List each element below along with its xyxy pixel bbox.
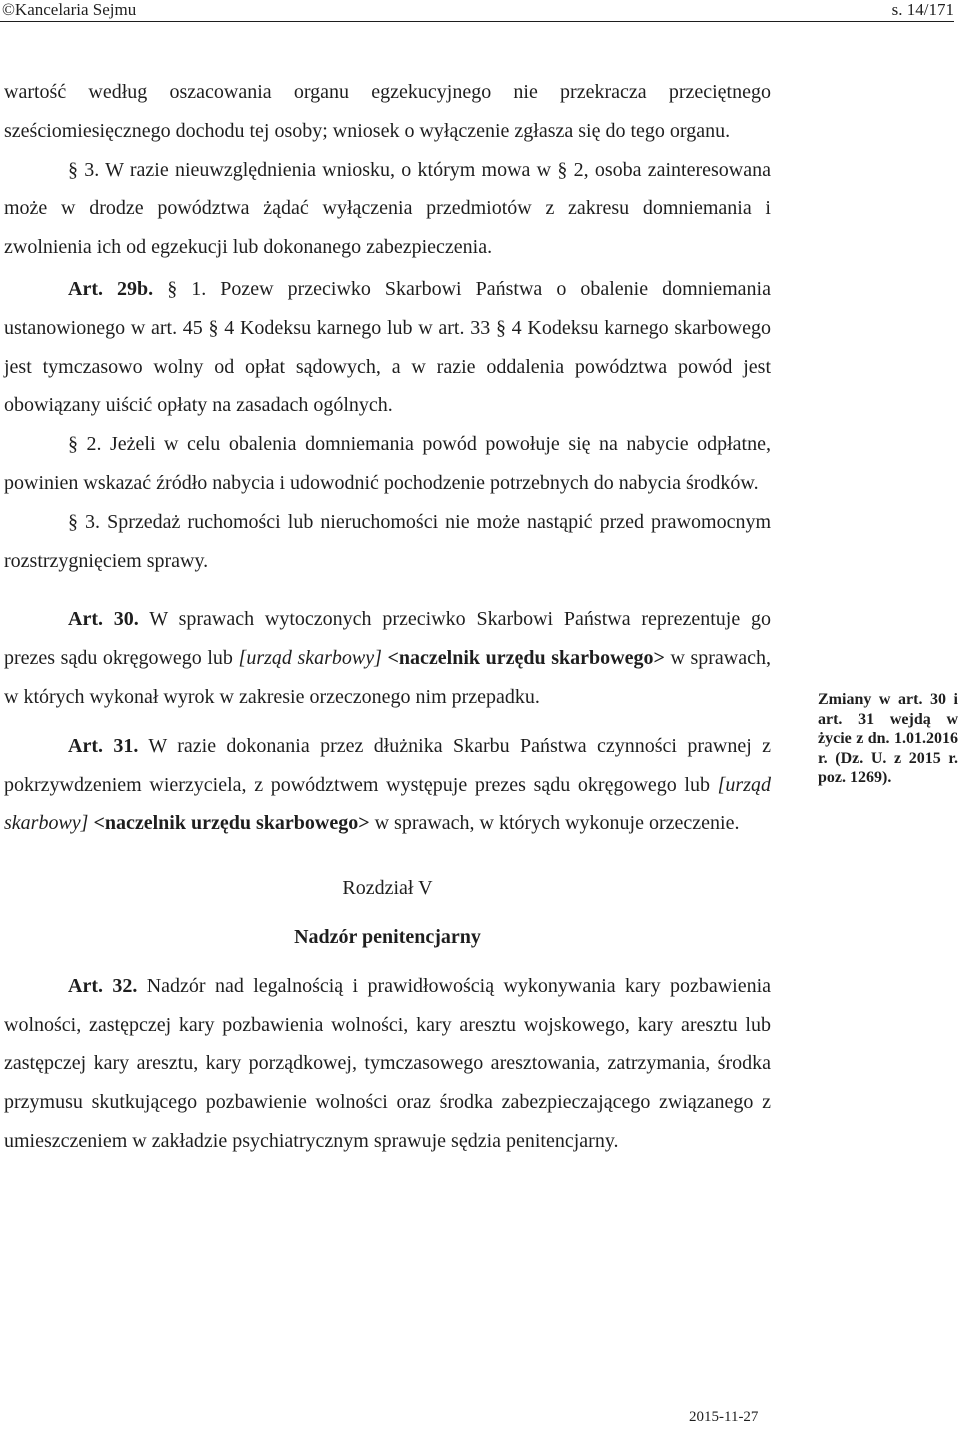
- article-29b-label: Art. 29b.: [68, 277, 154, 300]
- article-30-new-wording: <naczelnik urzędu skarbowego>: [387, 647, 665, 670]
- article-30-text-a: W sprawach wytoczonych przeciwko Skarbowi Państwa reprezentuje go prezes sądu okręgowego lub: [4, 608, 772, 670]
- article-31: [4, 727, 771, 843]
- article-31-old-wording: [urząd skarbowy]: [4, 773, 771, 835]
- article-32-label: Art. 32.: [68, 974, 138, 997]
- article-29b-section-1: [4, 270, 771, 425]
- article-32: [4, 967, 771, 1161]
- article-30-text-b: w sprawach, w których wykonał wyrok w zakresie orzeczonego nim przepadku.: [4, 647, 771, 708]
- header-page-number: s. 14/171: [891, 0, 954, 19]
- article-29b-section-3: § 3. Sprzedaż ruchomości lub nieruchomości nie może nastąpić przed prawomocnym rozstrzygnięciem sprawy.: [4, 510, 771, 572]
- document-body: [4, 73, 771, 1161]
- paragraph-continuation: wartość według oszacowania organu egzekucyjnego nie przekracza przeciętnego sześciomiesięcznego dochodu tej osoby; wniosek o wyłączenie zgłasza się do tego organu.: [4, 81, 771, 142]
- article-30-label: Art. 30.: [68, 608, 139, 631]
- article-31-new-wording: <naczelnik urzędu skarbowego>: [93, 812, 370, 835]
- paragraph-section-3: § 3. W razie nieuwzględnienia wniosku, o którym mowa w § 2, osoba zainteresowana może w drodze powództwa żądać wyłączenia przedmiotów z zakresu domniemania i zwolnienia ich od egzekucji lub dokonanego zabezpieczenia.: [4, 158, 771, 259]
- footer-date: 2015-11-27: [689, 1409, 759, 1425]
- header-divider: [0, 21, 954, 22]
- header-source: ©Kancelaria Sejmu: [2, 0, 137, 19]
- article-31-label: Art. 31.: [68, 734, 139, 757]
- article-31-text-b: w sprawach, w których wykonuje orzeczenie.: [374, 812, 740, 835]
- margin-note-amendment: Zmiany w art. 30 i art. 31 wejdą w życie z dn. 1.01.2016 r. (Dz. U. z 2015 r. poz. 1269).: [818, 691, 958, 787]
- article-29b-section-1-text: § 1. Pozew przeciwko Skarbowi Państwa o obalenie domniemania ustanowionego w art. 45 § 4 Kodeksu karnego lub w art. 33 § 4 Kodeksu karnego skarbowego jest tymczasowo wolny od opłat sądowych, a w razie oddalenia powództwa powód jest obowiązany uiścić opłaty na zasadach ogólnych.: [4, 277, 771, 417]
- article-32-text: Nadzór nad legalnością i prawidłowością wykonywania kary pozbawienia wolności, zastępczej kary pozbawienia wolności, kary aresztu wojskowego, kary aresztu lub zastępczej kary aresztu, kary porządkowej, tymczasowego aresztowania, zatrzymania, środka przymusu skutkującego pozbawienie wolności oraz środka zabezpieczającego związanego z umieszczeniem w zakładzie psychiatrycznym sprawuje sędzia penitencjarny.: [4, 974, 772, 1152]
- article-31-text-a: W razie dokonania przez dłużnika Skarbu Państwa czynności prawnej z pokrzywdzeniem wierzyciela, z powództwem występuje prezes sądu okręgowego lub: [4, 734, 771, 796]
- article-29b-section-2: § 2. Jeżeli w celu obalenia domniemania powód powołuje się na nabycie odpłatne, powinien wskazać źródło nabycia i udowodnić pochodzenie potrzebnych do nabycia środków.: [4, 433, 771, 494]
- chapter-title: Nadzór penitencjarny: [294, 925, 481, 948]
- chapter-number: Rozdział V: [342, 877, 433, 900]
- article-30-old-wording: [urząd skarbowy]: [238, 647, 382, 670]
- article-30: [4, 600, 771, 716]
